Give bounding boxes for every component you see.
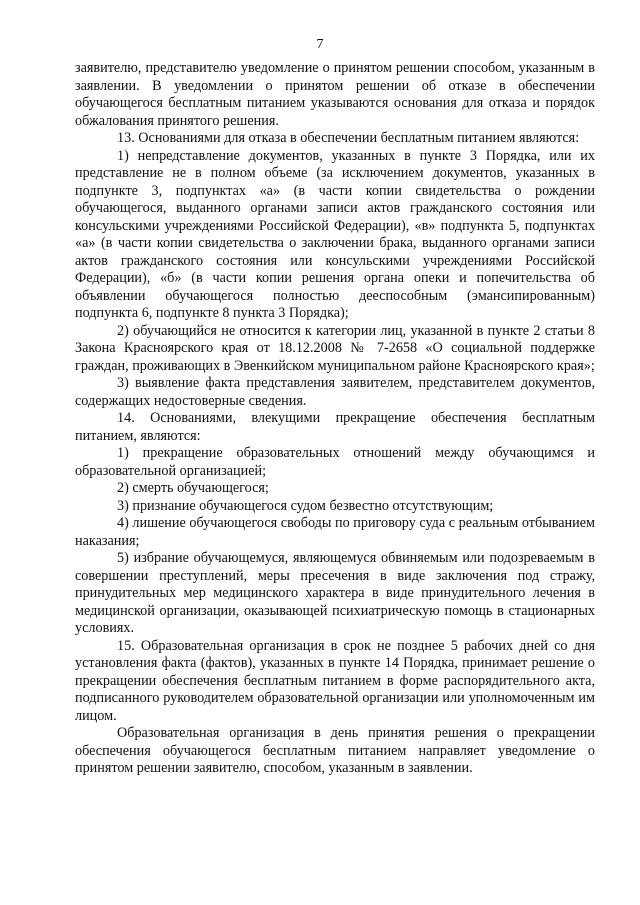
paragraph-14-item-4: 4) лишение обучающегося свободы по приговору суда с реальным отбыванием наказания; xyxy=(75,515,595,549)
document-body xyxy=(75,60,595,778)
paragraph-14-item-2: 2) смерть обучающегося; xyxy=(117,480,269,496)
paragraph-13-item-1: 1) непредставление документов, указанных в пункте 3 Порядка, или их представление не в полном объеме (за исключением документов, указанных в подпункте 3, подпунктах «а» (в части копии свидетельства о рождении обучающегося, выданного органами записи актов гражданского состояния или консульскими учреждениями Российской Федерации), «в» подпункта 5, подпунктах «а» (в части копии свидетельства о заключении брака, выданного органами записи актов гражданского состояния или консульскими учреждениями Российской Федерации), «б» (в части копии решения органа опеки и попечительства об объявлении обучающегося полностью дееспособным (эмансипированным) подпункта 6, подпункте 8 пункта 3 Порядка); xyxy=(75,147,595,321)
paragraph-continuation: заявителю, представителю уведомление о принятом решении способом, указанным в заявлении. В уведомлении о принятом решении об отказе в обеспечении обучающегося бесплатным питанием указываются основания для отказа и порядок обжалования принятого решения. xyxy=(75,60,595,129)
paragraph-13-item-2: 2) обучающийся не относится к категории лиц, указанной в пункте 2 статьи 8 Закона Красноярского края от 18.12.2008 № 7-2658 «О социальной поддержке граждан, проживающих в Эвенкийском муниципальном районе Красноярского края»; xyxy=(75,322,595,374)
paragraph-14-heading: 14. Основаниями, влекущими прекращение обеспечения бесплатным питанием, являются: xyxy=(75,410,595,444)
paragraph-13-item-3: 3) выявление факта представления заявителем, представителем документов, содержащих недостоверные сведения. xyxy=(75,375,595,409)
page-number: 7 xyxy=(316,37,324,52)
paragraph-14-item-5: 5) избрание обучающемуся, являющемуся обвиняемым или подозреваемым в совершении преступлений, меры пресечения в виде заключения под стражу, принудительных мер медицинского характера в виде принудительного лечения в медицинской организации, оказывающей психиатрическую помощь в стационарных условиях. xyxy=(75,550,595,636)
paragraph-15: 15. Образовательная организация в срок не позднее 5 рабочих дней со дня установления факта (фактов), указанных в пункте 14 Порядка, принимает решение о прекращении обеспечения бесплатным питанием в форме распорядительного акта, подписанного руководителем образовательной организации или уполномоченным им лицом. xyxy=(75,637,595,724)
paragraph-13-heading: 13. Основаниями для отказа в обеспечении бесплатным питанием являются: xyxy=(117,130,580,146)
paragraph-14-item-1: 1) прекращение образовательных отношений между обучающимся и образовательной организацией; xyxy=(75,445,595,479)
paragraph-15-notification: Образовательная организация в день принятия решения о прекращении обеспечения обучающегося бесплатным питанием направляет уведомление о принятом решении заявителю, способом, указанным в заявлении. xyxy=(75,725,595,776)
paragraph-14-item-3: 3) признание обучающегося судом безвестно отсутствующим; xyxy=(117,497,494,514)
